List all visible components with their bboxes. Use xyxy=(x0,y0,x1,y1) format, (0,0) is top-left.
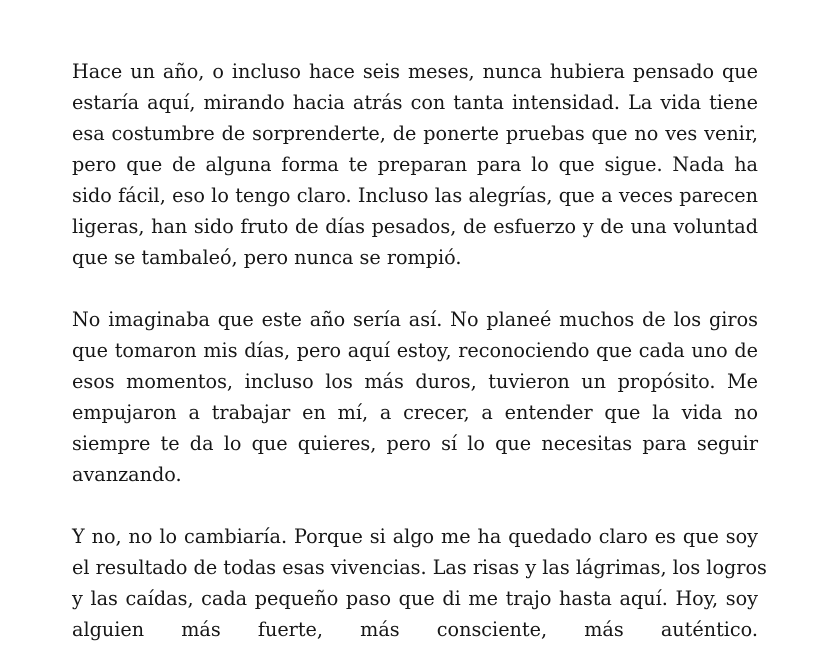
document-body xyxy=(72,56,767,645)
paragraph-line: y las caídas, cada pequeño paso que di me trajo hasta aquí. Hoy, soy xyxy=(72,587,758,610)
paragraph-line: empujaron a trabajar en mí, a crecer, a entender que la vida no xyxy=(72,401,758,424)
paragraph-line: avanzando. xyxy=(72,463,182,486)
paragraph-line: que tomaron mis días, pero aquí estoy, reconociendo que cada uno de xyxy=(72,339,758,362)
paragraph-line: que se tambaleó, pero nunca se rompió. xyxy=(72,246,462,269)
paragraph-3 xyxy=(72,521,767,645)
paragraph-line: pero que de alguna forma te preparan para lo que sigue. Nada ha xyxy=(72,153,758,176)
paragraph-line: ligeras, han sido fruto de días pesados, de esfuerzo y de una voluntad xyxy=(72,215,758,238)
paragraph-line: alguien más fuerte, más consciente, más auténtico. xyxy=(72,618,758,641)
paragraph-line: esos momentos, incluso los más duros, tuvieron un propósito. Me xyxy=(72,370,758,393)
paragraph-line: sido fácil, eso lo tengo claro. Incluso las alegrías, que a veces parecen xyxy=(72,184,758,207)
paragraph-line: siempre te da lo que quieres, pero sí lo que necesitas para seguir xyxy=(72,432,758,455)
paragraph-line: Hace un año, o incluso hace seis meses, nunca hubiera pensado que xyxy=(72,60,758,83)
paragraph-line: No imaginaba que este año sería así. No planeé muchos de los giros xyxy=(72,308,758,331)
paragraph-line: el resultado de todas esas vivencias. Las risas y las lágrimas, los logros xyxy=(72,556,767,579)
paragraph-line: estaría aquí, mirando hacia atrás con tanta intensidad. La vida tiene xyxy=(72,91,758,114)
paragraph-line: Y no, no lo cambiaría. Porque si algo me ha quedado claro es que soy xyxy=(72,525,758,548)
paragraph-1 xyxy=(72,56,758,273)
paragraph-line: esa costumbre de sorprenderte, de ponerte pruebas que no ves venir, xyxy=(72,122,758,145)
paragraph-2 xyxy=(72,304,758,490)
